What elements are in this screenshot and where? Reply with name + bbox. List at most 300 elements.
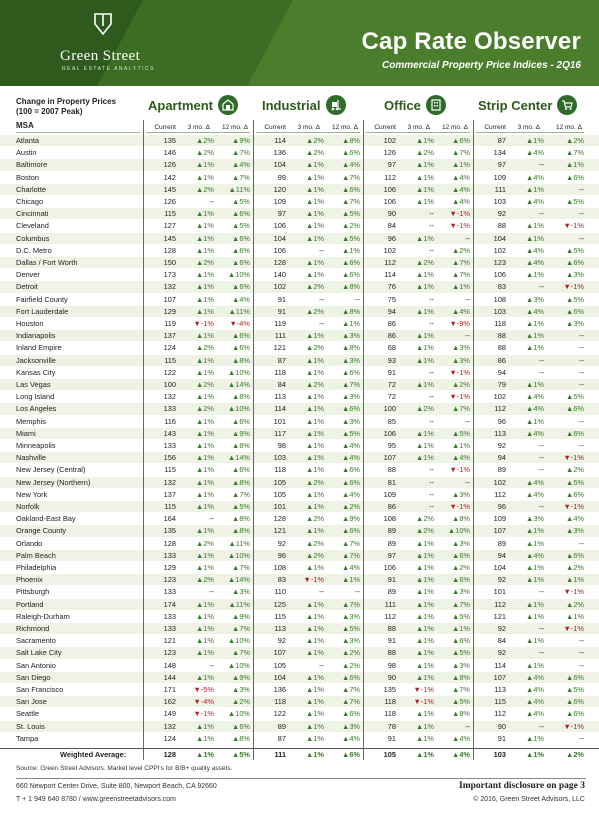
off-12mo-header: 12 mo. Δ <box>441 124 468 131</box>
strip-12mo: ▲5% <box>566 245 584 255</box>
disclosure-link[interactable]: Important disclosure on page 3 <box>459 781 585 791</box>
off-3mo: -- <box>429 477 434 487</box>
apt-12mo: ▲11% <box>228 184 250 194</box>
off-current: 88 <box>387 648 396 658</box>
off-3mo: ▲1% <box>416 355 434 365</box>
off-12mo: -- <box>465 477 470 487</box>
ind-3mo: ▼-1% <box>303 575 324 585</box>
apt-current: 137 <box>163 489 176 499</box>
strip-3mo: ▲1% <box>526 184 544 194</box>
ind-current: 99 <box>277 172 286 182</box>
off-current: 112 <box>384 258 396 267</box>
type-office-label: Office <box>384 97 421 113</box>
off-current: 111 <box>384 599 396 609</box>
strip-3mo: ▲1% <box>526 599 544 609</box>
strip-12mo: ▲3% <box>566 526 584 536</box>
msa-name: Dallas / Fort Worth <box>16 258 78 267</box>
table-row <box>0 586 599 597</box>
header-rule <box>146 132 250 133</box>
apt-12mo: ▲10% <box>227 270 250 280</box>
ind-3mo: ▲1% <box>306 404 324 414</box>
table-row <box>0 623 599 634</box>
msa-name: Los Angeles <box>16 404 57 414</box>
off-3mo: -- <box>429 392 434 402</box>
off-12mo: ▲5% <box>452 697 470 707</box>
msa-name: Orange County <box>16 526 67 536</box>
off-3mo: ▲1% <box>416 538 434 548</box>
strip-3mo: ▲1% <box>526 233 544 243</box>
off-current: 88 <box>387 465 396 475</box>
msa-name: Fort Lauderdale <box>16 306 69 316</box>
off-current: 72 <box>387 392 396 402</box>
strip-current: 113 <box>494 428 506 438</box>
msa-name: Miami <box>16 428 36 438</box>
brand-tagline: REAL ESTATE ANALYTICS <box>62 66 155 72</box>
strip-12mo: ▲2% <box>566 465 584 475</box>
ind-12mo: ▲7% <box>342 172 360 182</box>
off-3mo: ▲2% <box>416 404 434 414</box>
report-subtitle: Commercial Property Price Indices - 2Q16 <box>382 60 581 71</box>
ind-3mo: ▲1% <box>306 697 324 707</box>
strip-3mo: -- <box>539 367 544 377</box>
ind-current: 91 <box>277 306 286 316</box>
ind-current: 118 <box>274 697 286 707</box>
off-3mo: ▲1% <box>416 270 434 280</box>
table-row <box>0 477 599 488</box>
off-12mo: ▲4% <box>452 306 470 316</box>
apt-current: 128 <box>163 538 176 548</box>
table-row <box>0 635 599 646</box>
strip-3mo: ▲1% <box>526 575 544 585</box>
ind-12mo: ▲5% <box>342 428 360 438</box>
apt-3mo: ▲1% <box>196 270 214 280</box>
off-12mo: -- <box>465 294 470 304</box>
msa-name: Tampa <box>16 733 39 743</box>
off-current: 112 <box>384 611 396 621</box>
off-3mo: ▲1% <box>416 721 434 731</box>
table-row <box>0 196 599 207</box>
strip-12mo: ▲5% <box>566 392 584 402</box>
strip-3mo: ▲1% <box>526 136 544 145</box>
source-note: Source: Green Street Advisors. Market level CPPI's for B/B+ quality assets. <box>16 765 233 772</box>
table-header <box>0 95 599 135</box>
off-current: 88 <box>387 624 396 633</box>
strip-current: 92 <box>497 575 506 585</box>
off-current: 86 <box>387 502 396 511</box>
strip-12mo: -- <box>579 648 584 658</box>
strip-12mo: ▲3% <box>566 270 584 280</box>
off-current: 102 <box>383 245 396 255</box>
off-current: 75 <box>387 294 396 304</box>
strip-current: 107 <box>493 672 506 682</box>
off-12mo: ▲7% <box>452 270 470 280</box>
off-3mo: -- <box>429 245 434 255</box>
strip-12mo: -- <box>579 331 584 341</box>
off-3mo: ▲1% <box>416 233 434 243</box>
strip-3mo: ▲4% <box>526 148 544 158</box>
strip-current: 89 <box>497 465 506 475</box>
off-12mo: ▼-1% <box>449 392 470 402</box>
ind-current: 109 <box>273 197 286 206</box>
strip-3mo: -- <box>539 209 544 219</box>
ind-12mo: ▲6% <box>342 258 360 267</box>
ind-current: 121 <box>273 343 286 353</box>
ind-12mo: ▲5% <box>342 624 360 633</box>
table-row <box>0 403 599 414</box>
off-current-header: Current <box>374 124 396 131</box>
ind-3mo: ▲2% <box>306 343 324 353</box>
ind-3mo: ▲1% <box>306 685 324 694</box>
strip-3mo: ▲1% <box>526 733 544 743</box>
off-12mo: ▲3% <box>452 660 470 670</box>
off-12mo: ▲2% <box>452 380 470 389</box>
strip-current: 84 <box>497 636 506 646</box>
ind-current: 97 <box>277 209 286 219</box>
apt-12mo: ▲10% <box>227 404 250 414</box>
apt-12mo: ▲14% <box>227 380 250 389</box>
table-row <box>0 367 599 378</box>
ind-current: 122 <box>273 709 286 719</box>
off-12mo: ▲3% <box>452 343 470 353</box>
type-strip-center <box>478 95 577 115</box>
strip-3mo: ▲4% <box>526 428 544 438</box>
off-3mo: -- <box>429 319 434 328</box>
strip-3mo: ▲3% <box>526 294 544 304</box>
strip-3mo-header: 3 mo. Δ <box>517 124 540 131</box>
apt-3mo: ▲1% <box>196 599 214 609</box>
ind-current: 107 <box>273 648 286 658</box>
apt-3mo: ▼-4% <box>193 697 214 707</box>
strip-current: 79 <box>497 380 506 389</box>
ind-3mo: ▲2% <box>306 306 324 316</box>
ind-3mo: ▲1% <box>306 465 324 475</box>
apt-current: 150 <box>163 258 176 267</box>
ind-current: 87 <box>277 355 286 365</box>
forklift-icon <box>326 95 346 115</box>
strip-3mo: -- <box>539 160 544 170</box>
ind-current: 98 <box>277 441 286 450</box>
apt-current: 122 <box>163 367 176 377</box>
msa-name: Columbus <box>16 233 50 243</box>
off-current: 91 <box>387 733 396 743</box>
apt-12mo: ▲5% <box>232 502 250 511</box>
strip-12mo: ▲6% <box>566 550 584 560</box>
strip-current: 94 <box>497 367 506 377</box>
apt-3mo: ▼-1% <box>193 319 214 328</box>
ind-current: 108 <box>273 563 286 572</box>
strip-3mo: -- <box>539 624 544 633</box>
contact-text: T + 1 949 640 8780 / www.greenstreetadvisors.com <box>16 796 176 803</box>
msa-name: Chicago <box>16 197 44 206</box>
off-3mo: ▼-1% <box>413 697 434 707</box>
strip-12mo: ▲1% <box>566 611 584 621</box>
ind-3mo: ▲1% <box>306 441 324 450</box>
strip-12mo: ▲4% <box>566 514 584 524</box>
strip-12mo: ▲6% <box>566 172 584 182</box>
report-header <box>0 0 599 86</box>
msa-name: New Jersey (Northern) <box>16 477 91 487</box>
strip-12mo: ▲2% <box>566 599 584 609</box>
msa-name: Memphis <box>16 416 46 426</box>
ind-current: 84 <box>277 380 286 389</box>
msa-name: Cincinnati <box>16 209 49 219</box>
strip-12mo: ▲5% <box>566 294 584 304</box>
ind-12mo: ▲8% <box>342 306 360 316</box>
strip-12mo: ▼-1% <box>563 587 584 597</box>
strip-3mo: -- <box>539 355 544 365</box>
strip-3mo: ▲1% <box>526 636 544 646</box>
strip-3mo: -- <box>539 282 544 292</box>
apt-12mo: ▲9% <box>232 611 250 621</box>
apt-current: 126 <box>163 160 176 170</box>
table-row <box>0 721 599 732</box>
msa-name: Atlanta <box>16 136 40 145</box>
msa-name: Cleveland <box>16 221 49 231</box>
strip-3mo: ▲1% <box>526 611 544 621</box>
ind-current: 114 <box>274 404 286 414</box>
strip-12mo: -- <box>579 380 584 389</box>
off-current: 108 <box>383 514 396 524</box>
off-current: 72 <box>387 380 396 389</box>
strip-3mo: ▲3% <box>526 514 544 524</box>
strip-12mo: ▲6% <box>566 428 584 438</box>
ind-12mo: ▲8% <box>342 136 360 145</box>
table-row <box>0 294 599 305</box>
off-current: 106 <box>383 428 396 438</box>
apt-current: 100 <box>163 380 176 389</box>
off-3mo: ▲1% <box>416 184 434 194</box>
off-3mo: -- <box>429 294 434 304</box>
msa-name: Portland <box>16 599 44 609</box>
off-current: 97 <box>387 160 396 170</box>
msa-name: Jacksonville <box>16 355 56 365</box>
strip-12mo: -- <box>579 355 584 365</box>
ind-3mo: -- <box>319 294 324 304</box>
type-apartment <box>148 95 238 115</box>
table-row <box>0 245 599 256</box>
apt-3mo: ▲1% <box>196 672 214 682</box>
off-current: 126 <box>383 148 396 158</box>
ind-current: 115 <box>274 611 286 621</box>
strip-current: 104 <box>493 563 506 572</box>
apt-3mo-header: 3 mo. Δ <box>187 124 210 131</box>
ind-current: 118 <box>274 367 286 377</box>
off-current: 112 <box>384 172 396 182</box>
apt-current: 156 <box>163 453 176 463</box>
table-row <box>0 574 599 585</box>
apt-3mo: ▲1% <box>196 172 214 182</box>
msa-name: Seattle <box>16 709 40 719</box>
apt-12mo: ▲10% <box>227 709 250 719</box>
apt-12mo: ▲5% <box>232 221 250 231</box>
ind-3mo: ▲1% <box>306 502 324 511</box>
strip-3mo: ▲1% <box>526 750 544 759</box>
msa-name: Houston <box>16 319 44 328</box>
header-rule <box>16 132 140 133</box>
ind-3mo: ▲1% <box>306 636 324 646</box>
strip-current: 89 <box>497 538 506 548</box>
off-current: 100 <box>383 404 396 414</box>
apt-3mo: ▲1% <box>196 367 214 377</box>
off-3mo: ▲1% <box>416 709 434 719</box>
strip-current: 114 <box>494 660 506 670</box>
ind-current: 113 <box>274 624 286 633</box>
apt-current: 128 <box>163 750 176 759</box>
strip-3mo: ▲1% <box>526 660 544 670</box>
ind-12mo: ▲4% <box>342 160 360 170</box>
apt-3mo: ▲1% <box>196 502 214 511</box>
apt-current: 135 <box>163 136 176 145</box>
table-row <box>0 355 599 366</box>
apt-12mo: ▲7% <box>232 148 250 158</box>
apt-12mo: ▲3% <box>232 685 250 694</box>
table-row <box>0 562 599 573</box>
ind-3mo: ▲1% <box>306 428 324 438</box>
apt-3mo: ▲1% <box>196 477 214 487</box>
apt-current: 133 <box>163 587 176 597</box>
off-3mo: ▲1% <box>416 441 434 450</box>
ind-12mo: ▲5% <box>342 209 360 219</box>
apt-3mo: ▲1% <box>196 648 214 658</box>
ind-current: 114 <box>274 136 286 145</box>
apt-3mo: ▼-5% <box>193 685 214 694</box>
apt-current: 129 <box>163 306 176 316</box>
strip-12mo: ▲6% <box>566 258 584 267</box>
apt-3mo: ▲2% <box>196 538 214 548</box>
apt-current: 145 <box>163 184 176 194</box>
ind-3mo: ▲2% <box>306 477 324 487</box>
apt-12mo: ▲6% <box>232 416 250 426</box>
strip-3mo: -- <box>539 587 544 597</box>
ind-3mo: ▲1% <box>306 270 324 280</box>
table-row <box>0 733 599 744</box>
table-row <box>0 147 599 158</box>
ind-3mo: ▲1% <box>306 624 324 633</box>
strip-3mo: -- <box>539 453 544 463</box>
apt-3mo: ▲1% <box>196 160 214 170</box>
building-icon <box>218 95 238 115</box>
apt-current: 124 <box>163 343 176 353</box>
ind-12mo: ▲1% <box>342 245 360 255</box>
strip-3mo: -- <box>539 721 544 731</box>
ind-current: 106 <box>273 221 286 231</box>
type-industrial <box>262 95 346 115</box>
strip-12mo: ▲2% <box>566 136 584 145</box>
ind-12mo: ▲2% <box>342 648 360 658</box>
ind-current: 91 <box>277 294 286 304</box>
off-12mo: ▼-1% <box>449 209 470 219</box>
ind-12mo: ▲7% <box>342 599 360 609</box>
strip-current: 87 <box>497 136 506 145</box>
ind-current: 104 <box>273 160 286 170</box>
strip-current: 109 <box>493 514 506 524</box>
table-row <box>0 220 599 231</box>
apt-current: 133 <box>163 404 176 414</box>
ind-current: 101 <box>273 502 286 511</box>
strip-3mo: ▲4% <box>526 392 544 402</box>
apt-current: 144 <box>163 672 176 682</box>
ind-12mo: ▲7% <box>342 550 360 560</box>
strip-current: 121 <box>493 611 506 621</box>
ind-current: 118 <box>274 465 286 475</box>
strip-12mo: ▼-1% <box>563 453 584 463</box>
ind-12mo: ▲7% <box>342 197 360 206</box>
off-12mo: ▲4% <box>452 172 470 182</box>
ind-3mo: ▲1% <box>306 172 324 182</box>
ind-3mo: ▲1% <box>306 489 324 499</box>
ind-current: 101 <box>273 416 286 426</box>
strip-12mo: -- <box>579 538 584 548</box>
apt-3mo: ▲2% <box>196 575 214 585</box>
apt-3mo: ▲1% <box>196 331 214 341</box>
off-current: 95 <box>387 441 396 450</box>
ind-current: 128 <box>273 258 286 267</box>
ind-3mo: ▲2% <box>306 380 324 389</box>
apt-3mo: -- <box>209 660 214 670</box>
off-12mo: ▲3% <box>452 538 470 548</box>
strip-3mo: -- <box>539 465 544 475</box>
msa-name: Denver <box>16 270 40 280</box>
apt-12mo: ▲9% <box>232 672 250 682</box>
ind-12mo: -- <box>355 294 360 304</box>
off-3mo: ▲1% <box>416 428 434 438</box>
off-12mo: -- <box>465 416 470 426</box>
msa-name: Indianapolis <box>16 331 56 341</box>
strip-current: 134 <box>493 148 506 158</box>
strip-current: 92 <box>497 441 506 450</box>
ind-12mo: ▲6% <box>342 526 360 536</box>
ind-12mo: ▲6% <box>342 148 360 158</box>
table-row <box>0 208 599 219</box>
ind-12mo: ▲6% <box>342 750 360 759</box>
strip-12mo: ▲6% <box>566 672 584 682</box>
off-12mo: ▲1% <box>452 624 470 633</box>
ind-12mo: ▲6% <box>342 672 360 682</box>
ind-3mo: ▲1% <box>306 392 324 402</box>
apt-current: 121 <box>163 636 176 646</box>
apt-12mo: ▲4% <box>232 294 250 304</box>
table-row <box>0 306 599 317</box>
ind-current: 106 <box>273 245 286 255</box>
ind-current: 111 <box>274 331 286 341</box>
table-row <box>0 330 599 341</box>
apt-3mo: ▲1% <box>196 294 214 304</box>
off-12mo: ▲2% <box>452 563 470 572</box>
off-3mo: -- <box>429 489 434 499</box>
table-row <box>0 391 599 402</box>
apt-3mo: ▲1% <box>196 233 214 243</box>
ind-current: 105 <box>273 660 286 670</box>
table-row <box>0 233 599 244</box>
msa-name: Orlando <box>16 538 43 548</box>
off-3mo: -- <box>429 367 434 377</box>
off-3mo: ▲1% <box>416 550 434 560</box>
strip-current: 103 <box>493 306 506 316</box>
msa-name: San Diego <box>16 672 51 682</box>
strip-3mo: ▲1% <box>526 526 544 536</box>
apt-12mo: ▲6% <box>232 282 250 292</box>
off-12mo: ▼-1% <box>449 502 470 511</box>
ind-3mo: ▲2% <box>306 550 324 560</box>
ind-current: 102 <box>273 282 286 292</box>
apt-current: 171 <box>163 685 176 694</box>
strip-current: 92 <box>497 648 506 658</box>
ind-current: 103 <box>273 453 286 463</box>
off-3mo: ▲1% <box>416 197 434 206</box>
apt-current: 148 <box>163 660 176 670</box>
strip-current: 109 <box>493 172 506 182</box>
column-divider <box>363 120 364 760</box>
